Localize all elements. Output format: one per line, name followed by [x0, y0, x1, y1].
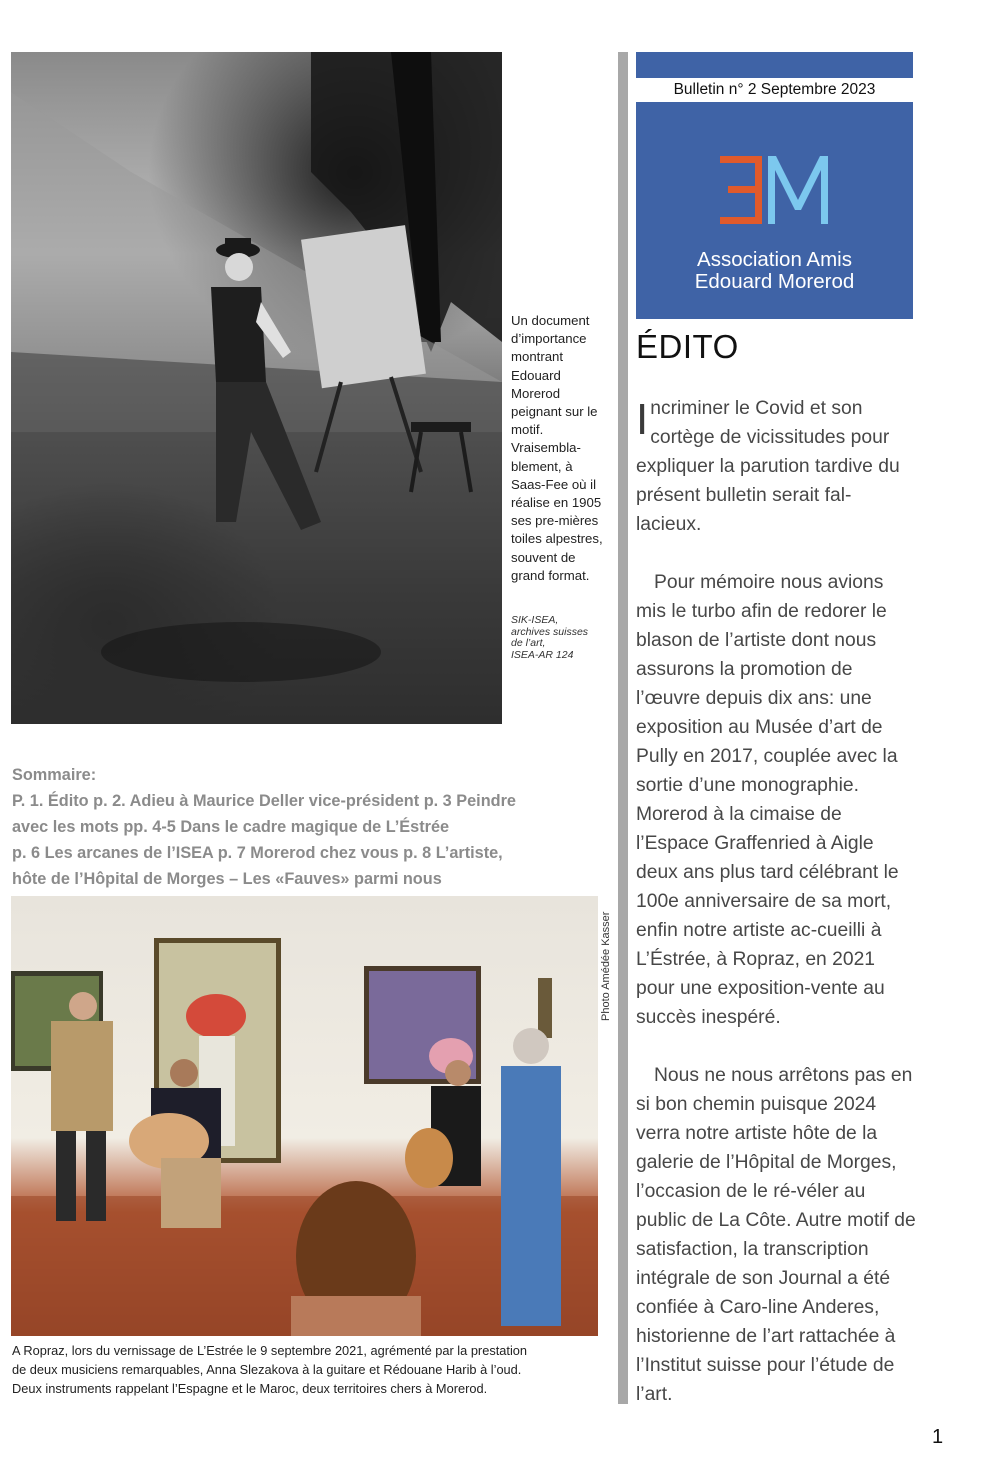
bottom-photo-credit: Photo Amédée Kasser [600, 911, 612, 1021]
dropcap: I [636, 395, 649, 444]
bulletin-issue: Bulletin n° 2 Septembre 2023 [673, 81, 876, 98]
edito-paragraph-2: Pour mémoire nous avions mis le turbo afin de redorer le blason de l’artiste dont nous assurons la promotion de l’œuvre depuis dix ans: une exposition au Musée d’art de Pully en 2017, couplée avec la sortie d’une monographie. Morerod à la cimaise de l’Espace Graffenried à Aigle deux ans plus tard célébrant le 100e anniversaire de sa mort, enfin notre artiste ac-cueilli à L’Éstrée, à Ropraz, en 2021 pour une exposition-vente au succès inespéré. [636, 572, 899, 1028]
sommaire-line: hôte de l’Hôpital de Morges – Les «Fauves» parmi nous [12, 870, 442, 888]
table-of-contents [12, 762, 592, 892]
edito-title: ÉDITO [636, 328, 739, 365]
column-divider [618, 52, 628, 1404]
edito-body [636, 394, 916, 1409]
edito-paragraph-1: Incriminer le Covid et son cortège de vicissitudes pour expliquer la parution tardive du présent bulletin serait fal-lacieux. [636, 395, 900, 535]
concert-photo [11, 896, 598, 1336]
edito-paragraph-3: Nous ne nous arrêtons pas en si bon chemin puisque 2024 verra notre artiste hôte de la galerie de l’Hôpital de Morges, l’occasion de le ré-véler au public de La Côte. Autre motif de satisfaction, la transcription intégrale de son Journal a été confiée à Caro-line Anderes, historienne de l’art rattachée à l’Institut suisse pour l’étude de l’art. [636, 1065, 916, 1405]
painter-photo-illustration [11, 52, 502, 724]
top-photo-caption: Un document d’importance montrant Edouard Morerod peignant sur le motif. Vraisembla-blement, à Saas-Fee où il réalise en 1905 ses pre-mières toiles alpestres, souvent de grand format. [511, 313, 603, 583]
sommaire-line: avec les mots pp. 4-5 Dans le cadre magique de L’Éstrée [12, 818, 450, 836]
sommaire-line: P. 1. Édito p. 2. Adieu à Maurice Deller vice-président p. 3 Peindre [12, 792, 516, 810]
painter-photo [11, 52, 502, 724]
em-logo-icon [720, 156, 832, 224]
page-number: 1 [932, 1426, 944, 1448]
sommaire-title: Sommaire: [12, 766, 97, 784]
bottom-photo-caption: A Ropraz, lors du vernissage de L’Estrée le 9 septembre 2021, agrémenté par la prestation de deux musiciens remarquables, Anna Slezakova à la guitare et Rédouane Harib à l’oud. Deux instruments rappelant l’Espagne et le Maroc, deux territoires chers à Morerod. [12, 1343, 528, 1396]
masthead-top-band [636, 52, 913, 78]
concert-photo-illustration [11, 896, 598, 1336]
top-photo-credit: SIK-ISEA, archives suisses de l’art, ISEA-AR 124 [511, 614, 589, 661]
sommaire-line: p. 6 Les arcanes de l’ISEA p. 7 Morerod chez vous p. 8 L’artiste, [12, 844, 503, 862]
association-name: Association Amis Edouard Morerod [694, 248, 855, 293]
